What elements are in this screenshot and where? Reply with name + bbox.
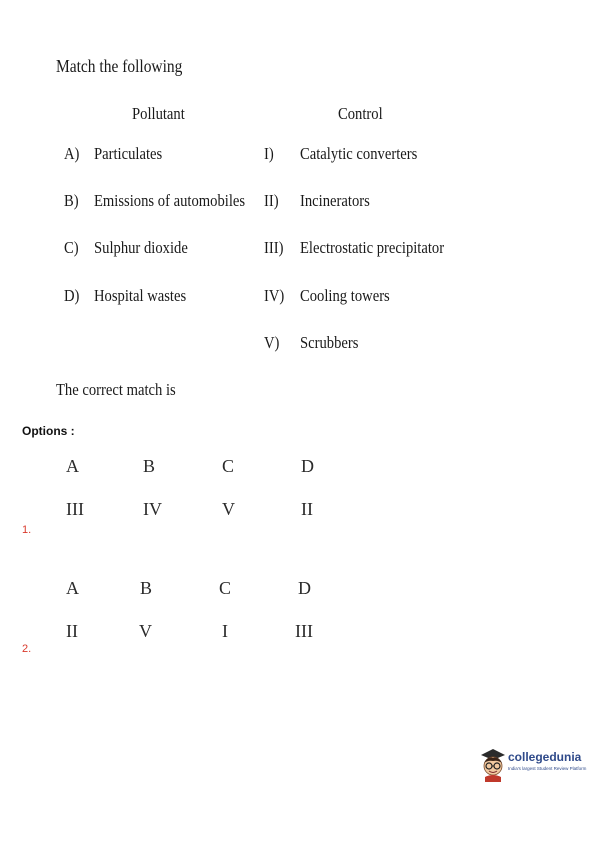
control-key-ii: II): [264, 191, 279, 210]
control-key-v: V): [264, 333, 280, 352]
option-2-header-d: D: [298, 578, 311, 598]
option-1-header-d: D: [301, 456, 314, 476]
control-key-i: I): [264, 144, 274, 163]
pollutant-key-d: D): [64, 286, 80, 305]
option-1-value-c: V: [222, 499, 235, 519]
option-1-value-a: III: [66, 499, 84, 519]
option-1-header-a: A: [66, 456, 79, 476]
option-2-number: 2.: [22, 643, 32, 655]
option-2-header-c: C: [219, 578, 232, 598]
option-2-header-b: B: [140, 578, 153, 598]
control-key-iii: III): [264, 238, 284, 257]
brand-name: collegedunia: [508, 750, 582, 764]
options-label: Options :: [22, 424, 75, 438]
option-1[interactable]: [0, 448, 595, 548]
option-2-value-b: V: [139, 621, 152, 641]
option-1-value-d: II: [301, 499, 313, 519]
pollutant-item-d: Hospital wastes: [94, 286, 187, 305]
control-item-iv: Cooling towers: [300, 286, 390, 305]
option-1-header-b: B: [143, 456, 156, 476]
question-prompt: Match the following: [56, 56, 183, 76]
control-item-iii: Electrostatic precipitator: [300, 238, 445, 257]
option-2[interactable]: [0, 570, 595, 670]
control-column-header: Control: [338, 104, 383, 123]
option-2-value-d: III: [295, 621, 313, 641]
pollutant-key-b: B): [64, 191, 79, 210]
pollutant-key-a: A): [64, 144, 80, 163]
pollutant-item-a: Particulates: [94, 144, 163, 163]
pollutant-key-c: C): [64, 238, 79, 257]
control-item-ii: Incinerators: [300, 191, 370, 210]
pollutant-column-header: Pollutant: [132, 104, 185, 123]
option-2-value-a: II: [66, 621, 78, 641]
option-2-header-a: A: [66, 578, 79, 598]
pollutant-item-b: Emissions of automobiles: [94, 191, 246, 210]
control-key-iv: IV): [264, 286, 285, 305]
option-1-value-b: IV: [143, 499, 162, 519]
option-1-header-c: C: [222, 456, 235, 476]
question-closing: The correct match is: [56, 380, 176, 399]
option-2-value-c: I: [222, 621, 228, 641]
pollutant-item-c: Sulphur dioxide: [94, 238, 188, 257]
control-item-v: Scrubbers: [300, 333, 359, 352]
brand-tagline: India's largest Student Review Platform: [508, 766, 587, 771]
option-1-number: 1.: [22, 524, 32, 536]
control-item-i: Catalytic converters: [300, 144, 418, 163]
student-mascot-icon: [478, 746, 508, 782]
collegedunia-logo: [478, 746, 590, 784]
